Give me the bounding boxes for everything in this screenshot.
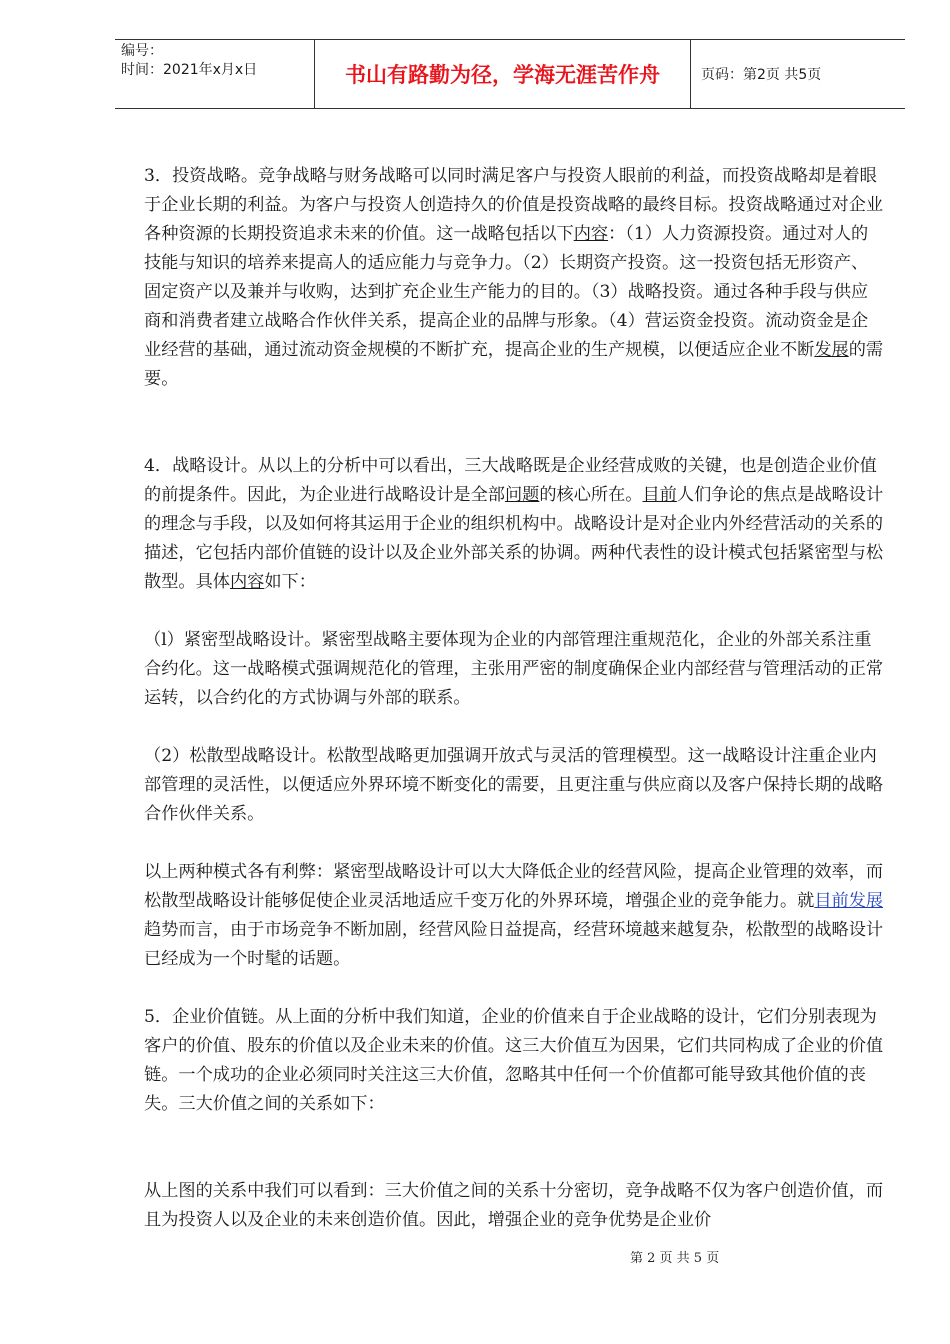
paragraph-pros-cons: 以上两种模式各有利弊：紧密型战略设计可以大大降低企业的经营风险，提高企业管理的效率，而松散型战略设计能够促使企业灵活地适应千变万化的外界环境，增强企业的竞争能力。就目前发展趋势而言，由于市场竞争不断加剧，经营风险日益提高，经营环境越来越复杂，松散型的战略设计已经成为一个时髦的话题。 xyxy=(144,862,884,969)
paragraph-strategy-design: 4．战略设计。从以上的分析中可以看出，三大战略既是企业经营成败的关键，也是创造企业价值的前提条件。因此，为企业进行战略设计是全部问题的核心所在。目前人们争论的焦点是战略设计的理念与手段，以及如何将其运用于企业的组织机构中。战略设计是对企业内外经营活动的关系的描述，它包括内部价值链的设计以及企业外部关系的协调。两种代表性的设计模式包括紧密型与松散型。具体内容如下： xyxy=(144,456,884,592)
underlined-term: 内容 xyxy=(229,572,265,592)
page-header xyxy=(115,39,905,109)
header-meta xyxy=(115,40,315,108)
page-footer: 第 2 页 共 5 页 xyxy=(630,1251,720,1266)
header-motto: 书山有路勤为径，学海无涯苦作舟 xyxy=(315,40,691,108)
underlined-term: 问题 xyxy=(504,485,540,505)
header-time: 时间：2021年x月x日 xyxy=(121,62,258,78)
paragraph-loose-design: （2）松散型战略设计。松散型战略更加强调开放式与灵活的管理模型。这一战略设计注重企业内部管理的灵活性，以便适应外界环境不断变化的需要，且更注重与供应商以及客户保持长期的战略合作伙伴关系。 xyxy=(144,746,884,824)
link-current-development[interactable]: 目前发展 xyxy=(814,891,884,911)
document-body xyxy=(144,162,884,1235)
header-number: 编号： xyxy=(121,43,163,59)
paragraph-relationship: 从上图的关系中我们可以看到：三大价值之间的关系十分密切，竞争战略不仅为客户创造价值，而且为投资人以及企业的未来创造价值。因此，增强企业的竞争优势是企业价 xyxy=(144,1181,884,1230)
underlined-term: 目前 xyxy=(642,485,677,505)
paragraph-investment-strategy: 3．投资战略。竞争战略与财务战略可以同时满足客户与投资人眼前的利益，而投资战略却是着眼于企业长期的利益。为客户与投资人创造持久的价值是投资战略的最终目标。投资战略通过对企业各种资源的长期投资追求未来的价值。这一战略包括以下内容：（1）人力资源投资。通过对人的技能与知识的培养来提高人的适应能力与竞争力。（2）长期资产投资。这一投资包括无形资产、固定资产以及兼并与收购，达到扩充企业生产能力的目的。（3）战略投资。通过各种手段与供应商和消费者建立战略合作伙伴关系，提高企业的品牌与形象。（4）营运资金投资。流动资金是企业经营的基础，通过流动资金规模的不断扩充，提高企业的生产规模，以便适应企业不断发展的需要。 xyxy=(144,166,884,389)
paragraph-tight-design: （l）紧密型战略设计。紧密型战略主要体现为企业的内部管理注重规范化，企业的外部关系注重合约化。这一战略模式强调规范化的管理，主张用严密的制度确保企业内部经营与管理活动的正常运转，以合约化的方式协调与外部的联系。 xyxy=(144,630,884,708)
underlined-term: 内容 xyxy=(573,224,609,244)
underlined-term: 发展 xyxy=(814,340,849,360)
paragraph-value-chain: 5．企业价值链。从上面的分析中我们知道，企业的价值来自于企业战略的设计，它们分别表现为客户的价值、股东的价值以及企业未来的价值。这三大价值互为因果，它们共同构成了企业的价值链。一个成功的企业必须同时关注这三大价值，忽略其中任何一个价值都可能导致其他价值的丧失。三大价值之间的关系如下： xyxy=(144,1007,884,1114)
header-page-number: 页码：第2页 共5页 xyxy=(701,67,822,83)
